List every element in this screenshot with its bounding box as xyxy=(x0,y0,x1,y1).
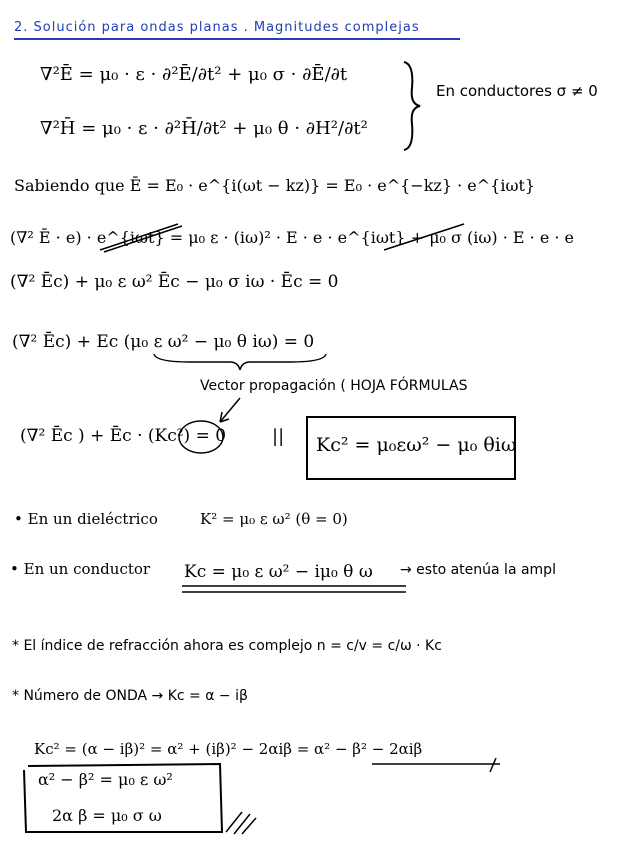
double-bar-mark: || xyxy=(272,426,285,447)
helmholtz-equation: (∇² Ēc ) + Ēc · (Kc²) = 0 xyxy=(20,426,227,446)
refraction-index-note: * El índice de refracción ahora es complejo n = c/v = c/ω · Kc xyxy=(12,638,442,654)
plane-wave-assumption: Sabiendo que Ē = E₀ · e^{i(ωt − kz)} = E₀ · e^{−kz} · e^{iωt} xyxy=(14,176,536,195)
end-mark xyxy=(222,806,262,836)
vector-propagation-label: Vector propagación ( HOJA FÓRMULAS xyxy=(200,378,468,394)
wave-equation-e: ∇²Ē = μ₀ · ε · ∂²Ē/∂t² + μ₀ σ · ∂Ē/∂t xyxy=(40,64,348,85)
wave-number-note: * Número de ONDA → Kc = α − iβ xyxy=(12,688,248,704)
dielectric-label: • En un dieléctrico xyxy=(14,510,158,528)
strike-mark-1 xyxy=(90,216,190,256)
reduced-equation: (∇² Ēc) + μ₀ ε ω² Ēc − μ₀ σ iω · Ēc = 0 xyxy=(10,272,339,292)
imag-part-equation: 2α β = μ₀ σ ω xyxy=(52,806,162,825)
strike-mark-2 xyxy=(380,216,470,256)
conductor-label: • En un conductor xyxy=(10,560,151,578)
page-title: 2. Solución para ondas planas . Magnitudes complejas xyxy=(14,20,420,35)
double-underline xyxy=(180,582,410,596)
attenuation-note: → esto atenúa la ampl xyxy=(400,562,556,578)
kc-expansion: Kc² = (α − iβ)² = α² + (iβ)² − 2αiβ = α² − β² − 2αiβ xyxy=(34,740,423,758)
dielectric-equation: K² = μ₀ ε ω² (θ = 0) xyxy=(200,510,348,528)
real-part-equation: α² − β² = μ₀ ε ω² xyxy=(38,770,173,789)
factored-equation: (∇² Ēc) + Ec (μ₀ ε ω² − μ₀ θ iω) = 0 xyxy=(12,332,315,352)
substitution-equation: (∇² Ē · e) · e^{iωt} = μ₀ ε · (iω)² · E · e · e^{iωt} + μ₀ σ (iω) · E · e · e xyxy=(10,228,575,247)
title-underline xyxy=(14,38,460,40)
wave-equation-h: ∇²H̄ = μ₀ · ε · ∂²H̄/∂t² + μ₀ θ · ∂H²/∂t² xyxy=(40,118,368,139)
underbrace-icon xyxy=(150,352,330,374)
conductor-equation: Kc = μ₀ ε ω² − iμ₀ θ ω xyxy=(184,562,373,582)
kc-squared-definition: Kc² = μ₀εω² − μ₀ θiω xyxy=(316,434,517,456)
circle-mark xyxy=(176,418,226,456)
result-underline xyxy=(370,758,510,772)
conductor-condition: En conductores σ ≠ 0 xyxy=(436,82,598,100)
right-brace-icon xyxy=(398,58,428,154)
